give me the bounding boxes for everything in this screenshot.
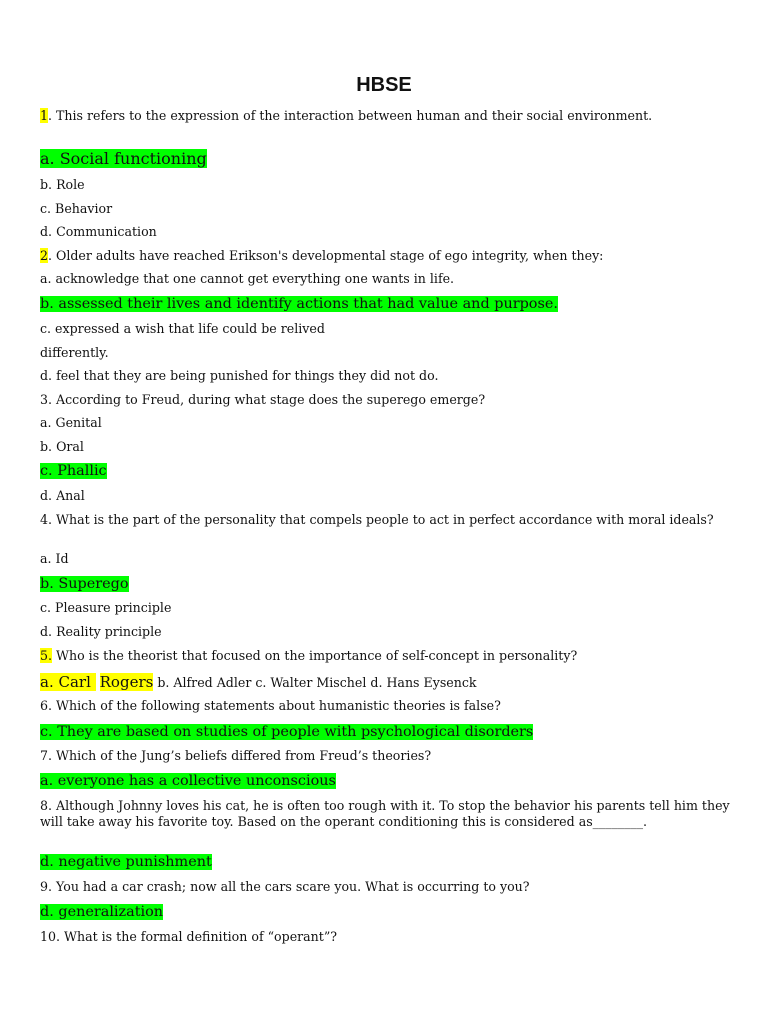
question-8: 8. Although Johnny loves his cat, he is often too rough with it. To stop the behavior his parents tell him they will take away his favorite toy. Based on the operant conditioning this is considered as________. <box>40 798 730 829</box>
question-4: 4. What is the part of the personality that compels people to act in perfect accordance with moral ideals? <box>40 512 714 527</box>
q1-option-c: c. Behavior <box>40 201 113 216</box>
q3-answer-c <box>40 462 730 481</box>
highlighted-answer: a. Carl <box>40 673 96 691</box>
page-title: HBSE <box>356 74 412 96</box>
highlighted-answer: c. They are based on studies of people with psychological disorders <box>40 724 534 740</box>
q3-option-a: a. Genital <box>40 415 102 430</box>
question-1 <box>40 108 730 124</box>
q2-option-a: a. acknowledge that one cannot get everything one wants in life. <box>40 271 455 286</box>
q2-option-d: d. feel that they are being punished for things they did not do. <box>40 368 439 383</box>
question-9: 9. You had a car crash; now all the cars scare you. What is occurring to you? <box>40 879 530 894</box>
question-5 <box>40 648 730 664</box>
q6-answer-c <box>40 723 730 742</box>
highlighted-answer: b. assessed their lives and identify actions that had value and purpose. <box>40 296 558 312</box>
q9-answer-d <box>40 903 730 922</box>
highlighted-answer: b. Superego <box>40 576 129 592</box>
q2-answer-b <box>40 295 730 314</box>
question-3: 3. According to Freud, during what stage does the superego emerge? <box>40 392 486 407</box>
question-1-number: 1 <box>40 108 49 123</box>
q2-option-c-line2: differently. <box>40 345 109 360</box>
highlighted-answer: a. everyone has a collective unconscious <box>40 773 336 789</box>
question-5-text: Who is the theorist that focused on the importance of self-concept in personality? <box>52 648 578 663</box>
q1-option-b: b. Role <box>40 177 85 192</box>
q4-option-a: a. Id <box>40 551 69 566</box>
highlighted-answer: d. negative punishment <box>40 854 212 870</box>
highlighted-answer: Rogers <box>99 673 154 691</box>
question-7: 7. Which of the Jung’s beliefs differed from Freud’s theories? <box>40 748 432 763</box>
question-2-text: . Older adults have reached Erikson's developmental stage of ego integrity, when they: <box>48 248 604 263</box>
question-2-number: 2 <box>40 248 49 263</box>
q5-other-options: b. Alfred Adler c. Walter Mischel d. Hans Eysenck <box>153 675 477 690</box>
q4-option-d: d. Reality principle <box>40 624 162 639</box>
q1-answer-a <box>40 149 730 168</box>
q5-answer-line <box>40 673 730 692</box>
question-1-text: . This refers to the expression of the interaction between human and their social environment. <box>48 108 653 123</box>
question-10: 10. What is the formal definition of “operant”? <box>40 929 338 944</box>
q1-option-d: d. Communication <box>40 224 157 239</box>
q2-option-c-line1: c. expressed a wish that life could be relived <box>40 321 325 336</box>
q3-option-d: d. Anal <box>40 488 85 503</box>
q4-option-c: c. Pleasure principle <box>40 600 172 615</box>
q7-answer-a <box>40 772 730 791</box>
highlighted-answer: c. Phallic <box>40 463 107 479</box>
question-6: 6. Which of the following statements about humanistic theories is false? <box>40 698 501 713</box>
highlighted-answer: a. Social functioning <box>40 149 207 168</box>
question-2 <box>40 248 730 264</box>
q3-option-b: b. Oral <box>40 439 84 454</box>
q8-answer-d <box>40 853 730 872</box>
highlighted-answer: d. generalization <box>40 904 164 920</box>
q4-answer-b <box>40 575 730 594</box>
question-5-number: 5. <box>40 648 53 663</box>
